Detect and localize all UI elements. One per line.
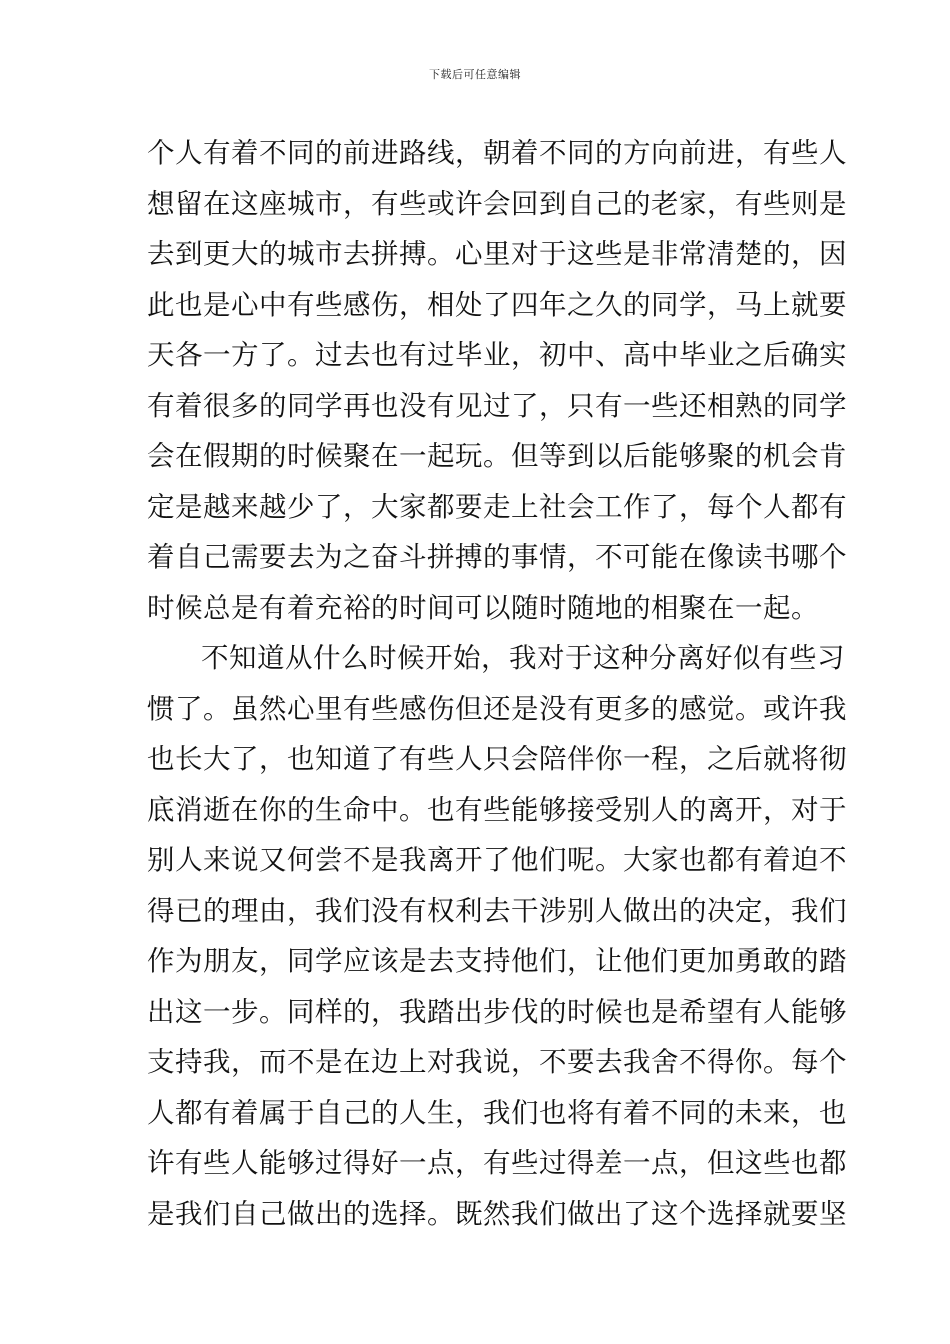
text-line: 别人来说又何尝不是我离开了他们呢。大家也都有着迫不: [147, 844, 847, 876]
paragraph-2: [147, 633, 847, 1239]
text-line: 定是越来越少了，大家都要走上社会工作了，每个人都有: [147, 490, 847, 523]
text-line: 是我们自己做出的选择。既然我们做出了这个选择就要坚: [147, 1197, 847, 1230]
text-line: 人都有着属于自己的人生，我们也将有着不同的未来，也: [147, 1096, 847, 1129]
text-line: 去到更大的城市去拼搏。心里对于这些是非常清楚的，因: [147, 238, 847, 270]
text-line: 作为朋友，同学应该是去支持他们，让他们更加勇敢的踏: [147, 945, 847, 977]
text-line: 此也是心中有些感伤，相处了四年之久的同学，马上就要: [147, 288, 847, 321]
text-line: 着自己需要去为之奋斗拼搏的事情，不可能在像读书哪个: [147, 541, 847, 573]
text-line: 许有些人能够过得好一点，有些过得差一点，但这些也都: [147, 1147, 847, 1179]
text-line: 会在假期的时候聚在一起玩。但等到以后能够聚的机会肯: [147, 440, 847, 472]
text-line: 天各一方了。过去也有过毕业，初中、高中毕业之后确实: [147, 339, 847, 371]
text-line: 支持我，而不是在边上对我说，不要去我舍不得你。每个: [147, 1046, 847, 1078]
text-line: 得已的理由，我们没有权利去干涉别人做出的决定，我们: [147, 894, 847, 927]
text-line: 时候总是有着充裕的时间可以随时随地的相聚在一起。: [147, 591, 819, 624]
text-line: 底消逝在你的生命中。也有些能够接受别人的离开，对于: [147, 793, 847, 826]
page-header: 下载后可任意编辑: [429, 68, 521, 81]
text-line: 个人有着不同的前进路线，朝着不同的方向前进，有些人: [147, 137, 847, 169]
text-line: 想留在这座城市，有些或许会回到自己的老家，有些则是: [147, 187, 847, 220]
text-line: 惯了。虽然心里有些感伤但还是没有更多的感觉。或许我: [147, 692, 847, 725]
text-line: 也长大了，也知道了有些人只会陪伴你一程，之后就将彻: [147, 743, 847, 775]
text-line: 有着很多的同学再也没有见过了，只有一些还相熟的同学: [147, 389, 847, 422]
text-line-indented: 不知道从什么时候开始，我对于这种分离好似有些习: [201, 642, 845, 674]
text-line: 出这一步。同样的，我踏出步伐的时候也是希望有人能够: [147, 995, 847, 1028]
document-body: [147, 128, 847, 1239]
paragraph-1: [147, 128, 847, 633]
